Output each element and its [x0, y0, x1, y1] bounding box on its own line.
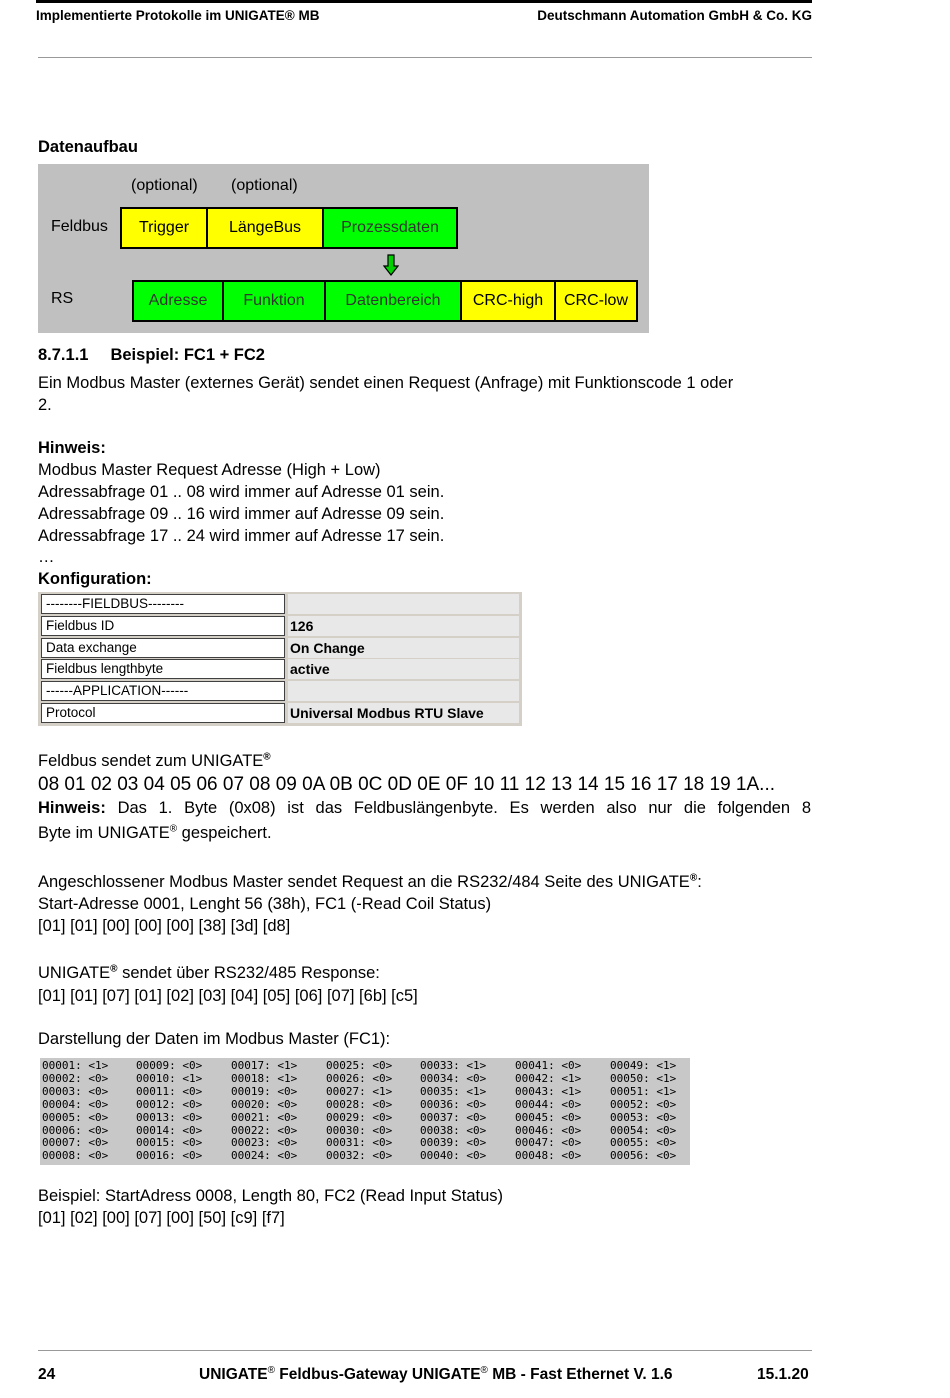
footer-date: 15.1.20 [757, 1366, 809, 1383]
hinweis-label: Hinweis: [38, 439, 106, 457]
down-arrow-icon [383, 254, 399, 276]
intro-line-2: 2. [38, 396, 52, 414]
box-adresse: Adresse [132, 280, 224, 322]
config-row [41, 703, 519, 723]
footer-title-a: UNIGATE [199, 1366, 268, 1383]
feldbus-sendet-text: Feldbus sendet zum UNIGATE [38, 752, 264, 770]
response-line-1 [38, 962, 380, 984]
master-line-3: [01] [01] [00] [00] [00] [38] [3d] [d8] [38, 917, 291, 935]
config-key: Fieldbus lengthbyte [41, 659, 285, 679]
page-number: 24 [38, 1366, 56, 1383]
box-crc-low: CRC-low [554, 280, 638, 322]
coil-status-grid [40, 1058, 690, 1165]
box-funktion: Funktion [222, 280, 326, 322]
hinweis-line: Adressabfrage 01 .. 08 wird immer auf Adresse 01 sein. [38, 483, 445, 501]
config-key: Fieldbus ID [41, 616, 285, 636]
config-row [41, 616, 519, 636]
header-top-rule [36, 0, 812, 3]
footer-title-b: Feldbus-Gateway UNIGATE [274, 1366, 481, 1383]
feldbus-sendet-line [38, 750, 271, 772]
rs-label: RS [51, 290, 74, 307]
registered-mark: ® [267, 1364, 275, 1376]
config-row [41, 638, 519, 658]
footer-title-c: MB - Fast Ethernet V. 1.6 [487, 1366, 673, 1383]
registered-mark: ® [480, 1364, 488, 1376]
hinweis-line: Adressabfrage 17 .. 24 wird immer auf Adresse 17 sein. [38, 527, 445, 545]
header-company: Deutschmann Automation GmbH & Co. KG [537, 8, 812, 23]
intro-line-1: Ein Modbus Master (externes Gerät) sendet einen Request (Anfrage) mit Funktionscode 1 oder [38, 374, 734, 392]
master-line1-text: Angeschlossener Modbus Master sendet Request an die RS232/484 Seite des UNIGATE [38, 873, 690, 891]
config-value [288, 681, 519, 701]
datenaufbau-diagram [38, 164, 649, 333]
config-key: Protocol [41, 703, 285, 723]
coil-column: 00025: <0> 00026: <0> 00027: <1> 00028: <0> 00029: <0> 00030: <0> 00031: <0> 00032: <0> [326, 1059, 393, 1163]
config-row [41, 594, 519, 614]
footer-title [199, 1366, 673, 1384]
example-number: 8.7.1.1 [38, 346, 89, 364]
config-value: Universal Modbus RTU Slave [288, 703, 519, 723]
coil-column: 00001: <1> 00002: <0> 00003: <0> 00004: <0> 00005: <0> 00006: <0> 00007: <0> 00008: <0> [42, 1059, 109, 1163]
response-line1-a: UNIGATE [38, 964, 111, 982]
box-datenbereich: Datenbereich [324, 280, 462, 322]
hinweis2-text: Das 1. Byte (0x08) ist das Feldbuslängenbyte. Es werden also nur die folgenden 8 [117, 799, 811, 817]
beispiel-line-2: [01] [02] [00] [07] [00] [50] [c9] [f7] [38, 1209, 285, 1227]
header-left-title: Implementierte Protokolle im UNIGATE® MB [36, 8, 320, 23]
registered-mark: ® [263, 751, 271, 763]
master-line1-end: : [697, 873, 702, 891]
box-prozessdaten: Prozessdaten [322, 207, 458, 249]
registered-mark: ® [169, 823, 178, 835]
hinweis2-line2-a: Byte im UNIGATE [38, 824, 170, 842]
master-line-1 [38, 871, 702, 893]
hinweis-ellipsis: … [38, 548, 55, 566]
config-value: On Change [288, 638, 519, 658]
config-table [38, 592, 522, 726]
feldbus-label: Feldbus [51, 218, 108, 235]
beispiel-line-1: Beispiel: StartAdress 0008, Length 80, FC2 (Read Input Status) [38, 1187, 504, 1205]
coil-column: 00009: <0> 00010: <1> 00011: <0> 00012: <0> 00013: <0> 00014: <0> 00015: <0> 00016: <0> [136, 1059, 203, 1163]
config-value [288, 594, 519, 614]
konfiguration-label: Konfiguration: [38, 570, 152, 588]
header-rule [38, 57, 812, 58]
optional-label-trigger: (optional) [131, 177, 198, 194]
config-key: --------FIELDBUS-------- [41, 594, 285, 614]
hinweis-line: Modbus Master Request Adresse (High + Low) [38, 461, 381, 479]
config-value: 126 [288, 616, 519, 636]
registered-mark: ® [689, 872, 698, 884]
section-title: Datenaufbau [38, 138, 138, 156]
coil-column: 00033: <1> 00034: <0> 00035: <1> 00036: <0> 00037: <0> 00038: <0> 00039: <0> 00040: <0> [420, 1059, 487, 1163]
config-row [41, 681, 519, 701]
config-row [41, 659, 519, 679]
coil-column: 00049: <1> 00050: <1> 00051: <1> 00052: <0> 00053: <0> 00054: <0> 00055: <0> 00056: <0> [610, 1059, 677, 1163]
box-trigger: Trigger [120, 207, 208, 249]
hinweis2-line-1 [38, 797, 811, 819]
footer-rule [38, 1350, 812, 1351]
box-crc-high: CRC-high [460, 280, 556, 322]
example-heading [38, 344, 265, 366]
optional-label-laengebus: (optional) [231, 177, 298, 194]
hinweis-line: Adressabfrage 09 .. 16 wird immer auf Adresse 09 sein. [38, 505, 445, 523]
config-key: Data exchange [41, 638, 285, 658]
config-key: ------APPLICATION------ [41, 681, 285, 701]
box-laengebus: LängeBus [206, 207, 324, 249]
response-line1-b: sendet über RS232/485 Response: [117, 964, 380, 982]
registered-mark: ® [110, 963, 118, 975]
coil-column: 00017: <1> 00018: <1> 00019: <0> 00020: <0> 00021: <0> 00022: <0> 00023: <0> 00024: <0> [231, 1059, 298, 1163]
response-line-2: [01] [01] [07] [01] [02] [03] [04] [05] [06] [07] [6b] [c5] [38, 987, 418, 1005]
coil-column: 00041: <0> 00042: <1> 00043: <1> 00044: <0> 00045: <0> 00046: <0> 00047: <0> 00048: <0> [515, 1059, 582, 1163]
master-line-2: Start-Adresse 0001, Lenght 56 (38h), FC1 (-Read Coil Status) [38, 895, 492, 913]
hinweis2-line2-b: gespeichert. [177, 824, 272, 842]
hex-sequence: 08 01 02 03 04 05 06 07 08 09 0A 0B 0C 0D 0E 0F 10 11 12 13 14 15 16 17 18 19 1A... [38, 774, 776, 795]
darstellung-line: Darstellung der Daten im Modbus Master (FC1): [38, 1030, 391, 1048]
hinweis2-line-2 [38, 822, 272, 844]
config-value: active [288, 659, 519, 679]
hinweis2-label: Hinweis: [38, 799, 106, 817]
example-title: Beispiel: FC1 + FC2 [110, 346, 265, 364]
